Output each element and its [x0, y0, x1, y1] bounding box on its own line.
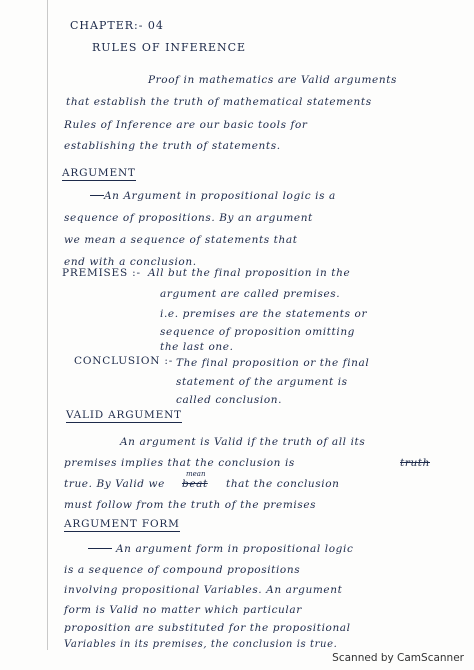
argument-heading: ARGUMENT	[62, 167, 136, 179]
struck-word-beat: beat	[182, 478, 208, 490]
argument-line-3: we mean a sequence of statements that	[64, 234, 298, 246]
dash-mark	[88, 548, 112, 549]
intro-line-3: Rules of Inference are our basic tools for	[64, 119, 308, 131]
conclusion-heading: CONCLUSION :-	[74, 355, 174, 367]
argument-form-heading: ARGUMENT FORM	[64, 518, 180, 530]
intro-line-4: establishing the truth of statements.	[64, 140, 281, 152]
valid-argument-line-1: An argument is Valid if the truth of all its	[120, 436, 366, 448]
argument-line-2: sequence of propositions. By an argument	[64, 212, 313, 224]
intro-line-1: Proof in mathematics are Valid arguments	[148, 74, 398, 86]
valid-argument-line-2: premises implies that the conclusion is	[64, 457, 295, 469]
premises-line-1: All but the final proposition in the	[148, 267, 351, 279]
scanner-watermark: Scanned by CamScanner	[332, 652, 464, 664]
argument-line-1: An Argument in propositional logic is a	[104, 190, 336, 202]
argument-form-line-3: involving propositional Variables. An argument	[64, 584, 343, 596]
dash-mark	[90, 195, 104, 196]
chapter-number: CHAPTER:- 04	[70, 19, 164, 32]
premises-line-3: i.e. premises are the statements or	[160, 308, 368, 320]
inserted-word-mean: mean	[186, 470, 206, 478]
argument-form-line-5: proposition are substituted for the propositional	[64, 622, 351, 634]
margin-line	[47, 0, 48, 650]
argument-form-line-2: is a sequence of compound propositions	[64, 564, 301, 576]
valid-argument-heading: VALID ARGUMENT	[66, 409, 182, 421]
conclusion-line-1: The final proposition or the final	[176, 357, 370, 369]
argument-line-4: end with a conclusion.	[64, 256, 197, 268]
valid-argument-line-3a: true. By Valid we	[64, 478, 165, 490]
valid-argument-line-4: must follow from the truth of the premises	[64, 499, 317, 511]
premises-line-2: argument are called premises.	[160, 288, 341, 300]
argument-form-line-1: An argument form in propositional logic	[116, 543, 354, 555]
conclusion-line-3: called conclusion.	[176, 394, 283, 406]
premises-heading: PREMISES :-	[62, 267, 141, 279]
valid-argument-line-3b: that the conclusion	[226, 478, 340, 490]
chapter-title: RULES OF INFERENCE	[92, 41, 247, 54]
argument-form-line-6: Variables in its premises, the conclusion is true.	[64, 639, 338, 650]
argument-form-line-4: form is Valid no matter which particular	[64, 604, 302, 616]
premises-line-5: the last one.	[160, 341, 234, 353]
conclusion-line-2: statement of the argument is	[176, 376, 348, 388]
premises-line-4: sequence of proposition omitting	[160, 326, 356, 338]
intro-line-2: that establish the truth of mathematical statements	[66, 96, 372, 108]
struck-word-truth: truth	[400, 457, 430, 469]
